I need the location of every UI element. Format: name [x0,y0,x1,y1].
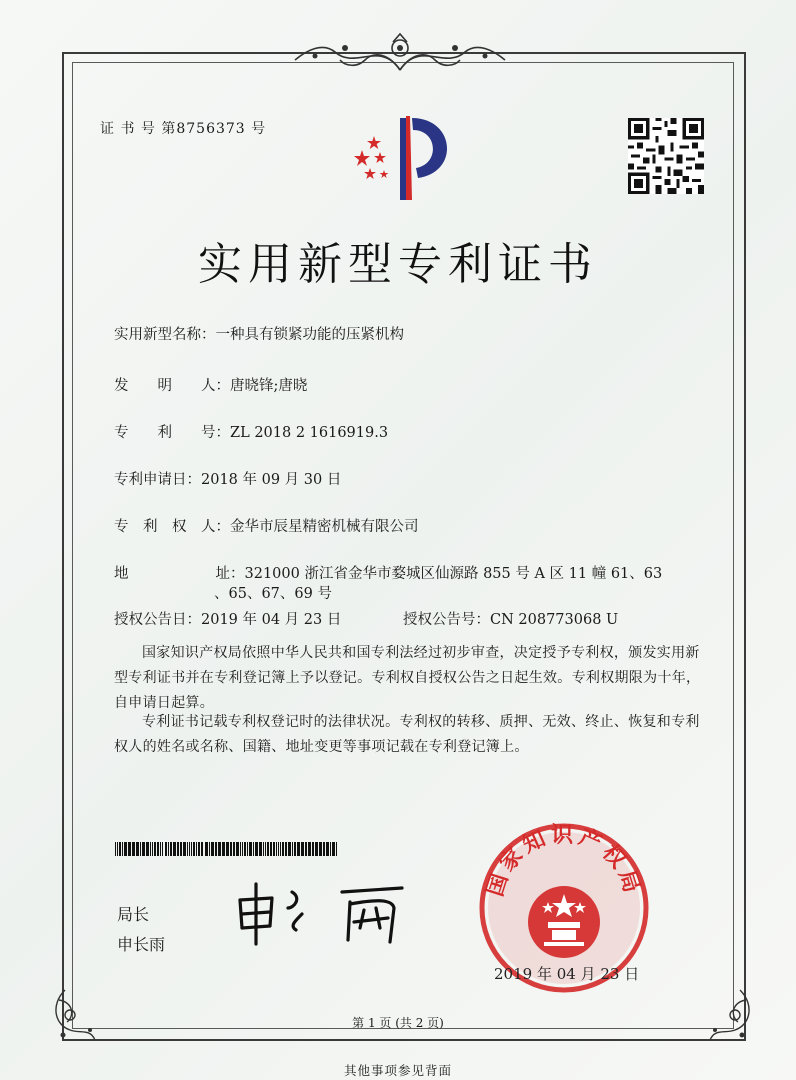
director-signature-icon [232,878,412,948]
qr-code-icon [628,118,704,194]
patentee-label: 专 利 权 人： [114,519,230,535]
grant-announce-date-label: 授权公告日： [114,612,201,628]
certificate-number: 证 书 号 第8756373 号 [100,121,267,137]
body-paragraph-2: 专利证书记载专利权登记时的法律状况。专利权的转移、质押、无效、终止、恢复和专利权人的姓名或名称、国籍、地址变更等事项记载在专利登记簿上。 [114,714,700,755]
grant-announce-date-row [114,608,341,629]
filing-date-label: 专利申请日： [114,472,201,488]
top-ornament-icon [285,30,515,80]
filing-date-row [114,468,341,489]
director-role: 局长 [117,905,150,924]
patent-number-value: ZL 2018 2 1616919.3 [230,425,389,441]
utility-model-name-row [114,323,404,344]
seal-date: 2019 年 04 月 23 日 [494,965,640,983]
patentee-value: 金华市辰星精密机械有限公司 [230,519,419,535]
address-continuation-row [214,582,332,603]
utility-model-name-value: 一种具有锁紧功能的压紧机构 [215,327,404,343]
inventor-row [114,374,307,395]
grant-announce-number-value: CN 208773068 U [490,612,619,628]
inventor-label: 发 明 人： [114,378,230,394]
national-emblem-icon [528,886,600,958]
seal-text: 国家知识产权局 [481,822,647,900]
inventor-value: 唐晓锋;唐晓 [230,378,308,394]
patent-number-row [114,421,388,442]
patentee-row [114,515,419,536]
filing-date-value: 2018 年 09 月 30 日 [201,472,342,488]
patent-number-label: 专 利 号： [114,425,230,441]
body-paragraph-1: 国家知识产权局依照中华人民共和国专利法经过初步审查，决定授予专利权，颁发实用新型专利证书并在专利登记簿上予以登记。专利权自授权公告之日起生效。专利权期限为十年，自申请日起算。 [114,645,701,711]
address-label: 地 址： [114,566,245,582]
grant-announce-date-value: 2019 年 04 月 23 日 [201,612,342,628]
barcode-icon [115,842,337,856]
page-number: 第 1 页 (共 2 页) [352,1016,444,1030]
grant-announce-number-row [403,608,618,629]
footer-note: 其他事项参见背面 [343,1063,452,1078]
address-row [114,562,662,583]
address-value-line2: 、65、67、69 号 [214,586,332,602]
cnipa-logo-icon [340,110,470,205]
director-name: 申长雨 [117,935,166,954]
grant-announce-number-label: 授权公告号： [403,612,490,628]
certificate-title: 实用新型专利证书 [198,239,598,290]
utility-model-name-label: 实用新型名称： [114,327,216,343]
address-value-line1: 321000 浙江省金华市婺城区仙源路 855 号 A 区 11 幢 61、63 [244,566,663,582]
